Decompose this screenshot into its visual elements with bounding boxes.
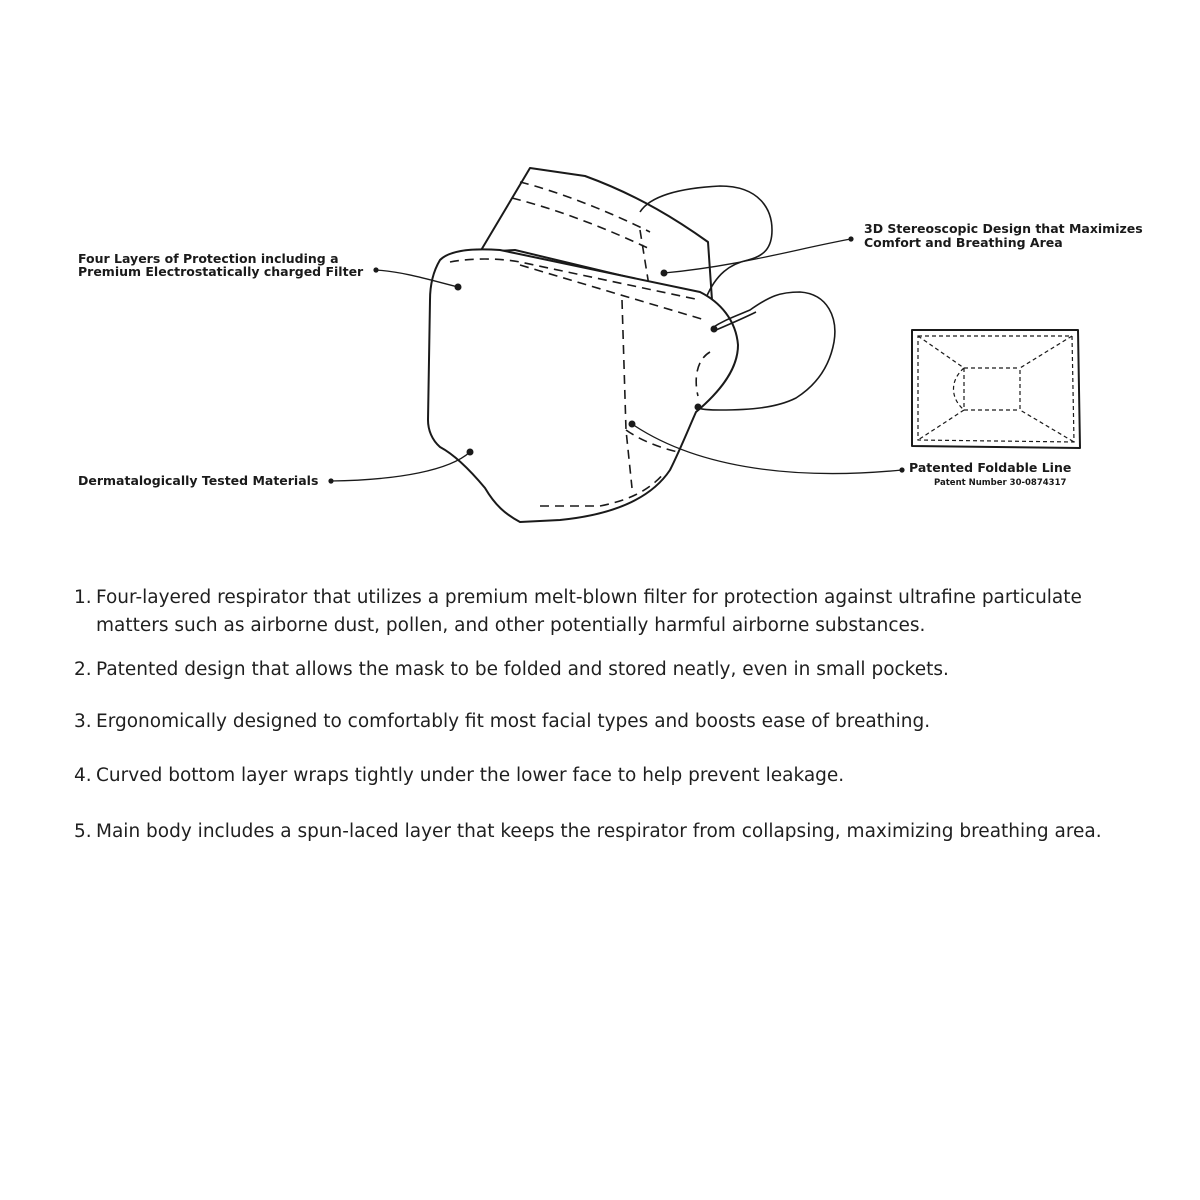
feature-number: 5. xyxy=(74,821,92,842)
feature-text: Curved bottom layer wraps tightly under the lower face to help prevent leakage. xyxy=(96,765,845,786)
callout-materials: Dermatalogically Tested Materials xyxy=(78,473,319,488)
front-mask xyxy=(428,249,835,522)
feature-item xyxy=(74,708,1134,736)
feature-number: 3. xyxy=(74,711,92,732)
front-mask-dot-2 xyxy=(711,326,718,333)
callout-layers-line1: Four Layers of Protection including a xyxy=(78,251,339,266)
feature-item xyxy=(74,762,1134,790)
callout-stereo-line2: Comfort and Breathing Area xyxy=(864,235,1063,250)
mask-diagram xyxy=(0,0,1200,560)
callout-patent-number: Patent Number 30-0874317 xyxy=(934,478,1067,488)
callout-layers-line2: Premium Electrostatically charged Filter xyxy=(78,264,364,279)
feature-list xyxy=(74,584,1134,846)
feature-text: Main body includes a spun-laced layer that keeps the respirator from collapsing, maximizing breathing area. xyxy=(96,821,1102,842)
feature-text: Four-layered respirator that utilizes a premium melt-blown filter for protection against ultrafine particulate matters such as airborne dust, pollen, and other potentially harmful airborne substances. xyxy=(96,587,1082,636)
front-mask-dot-3 xyxy=(695,404,702,411)
feature-number: 4. xyxy=(74,765,92,786)
feature-item xyxy=(74,584,1134,640)
feature-item xyxy=(74,656,1134,684)
callout-foldable-title: Patented Foldable Line xyxy=(909,460,1072,475)
feature-text: Patented design that allows the mask to be folded and stored neatly, even in small pockets. xyxy=(96,659,949,680)
folded-mask-inset xyxy=(912,330,1080,448)
feature-text: Ergonomically designed to comfortably fit most facial types and boosts ease of breathing. xyxy=(96,711,931,732)
feature-number: 1. xyxy=(74,587,92,608)
feature-item xyxy=(74,818,1134,846)
callout-stereo-line1: 3D Stereoscopic Design that Maximizes xyxy=(864,221,1143,236)
feature-number: 2. xyxy=(74,659,92,680)
